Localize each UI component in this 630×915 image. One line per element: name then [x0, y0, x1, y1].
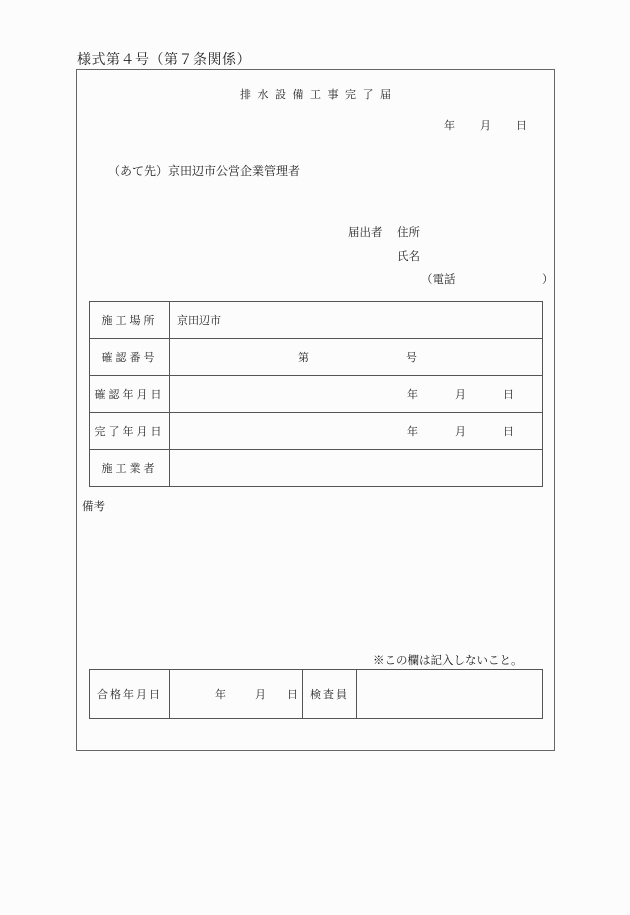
construction-site-label: 施工場所: [90, 302, 170, 339]
month-label: 月: [480, 119, 491, 132]
year-label: 年: [407, 425, 418, 438]
phone-label: （電話: [421, 272, 456, 286]
month-label: 月: [455, 388, 466, 401]
day-label: 日: [287, 688, 298, 701]
document-title: 排水設備工事完了届: [240, 88, 398, 101]
office-use-note: ※この欄は記入しないこと。: [373, 653, 523, 667]
contractor-label: 施工業者: [90, 450, 170, 487]
pass-date-label: 合格年月日: [90, 670, 170, 719]
confirmation-date-label: 確認年月日: [90, 376, 170, 413]
day-label: 日: [503, 388, 514, 401]
confirmation-date-field[interactable]: [170, 376, 543, 413]
name-label: 氏名: [397, 249, 420, 263]
inspector-label: 検査員: [303, 670, 357, 719]
inspector-field[interactable]: [357, 670, 543, 719]
month-label: 月: [255, 688, 266, 701]
construction-details-table: [89, 301, 543, 487]
submission-date: [444, 117, 527, 133]
number-prefix: 第: [298, 351, 309, 364]
table-row: [90, 302, 543, 339]
completion-date-field[interactable]: [170, 413, 543, 450]
table-row: [90, 339, 543, 376]
construction-site-field[interactable]: [170, 302, 543, 339]
table-row: [90, 376, 543, 413]
confirmation-number-field[interactable]: [170, 339, 543, 376]
year-label: 年: [215, 688, 226, 701]
phone-close-paren: ）: [542, 272, 554, 286]
year-label: 年: [444, 119, 455, 132]
remarks-label: 備考: [82, 499, 105, 513]
month-label: 月: [455, 425, 466, 438]
contractor-field[interactable]: [170, 450, 543, 487]
completion-date-label: 完了年月日: [90, 413, 170, 450]
form-number: 様式第４号（第７条関係）: [77, 52, 251, 68]
pass-date-field[interactable]: [170, 670, 303, 719]
address-label: 住所: [397, 225, 420, 239]
table-row: [90, 670, 543, 719]
day-label: 日: [503, 425, 514, 438]
construction-site-value: 京田辺市: [177, 314, 221, 327]
table-row: [90, 450, 543, 487]
day-label: 日: [516, 119, 527, 132]
number-suffix: 号: [406, 351, 417, 364]
year-label: 年: [407, 388, 418, 401]
addressee: （あて先）京田辺市公営企業管理者: [108, 164, 301, 178]
applicant-label: 届出者: [348, 225, 383, 239]
inspection-table: [89, 669, 543, 719]
confirmation-number-label: 確認番号: [90, 339, 170, 376]
table-row: [90, 413, 543, 450]
